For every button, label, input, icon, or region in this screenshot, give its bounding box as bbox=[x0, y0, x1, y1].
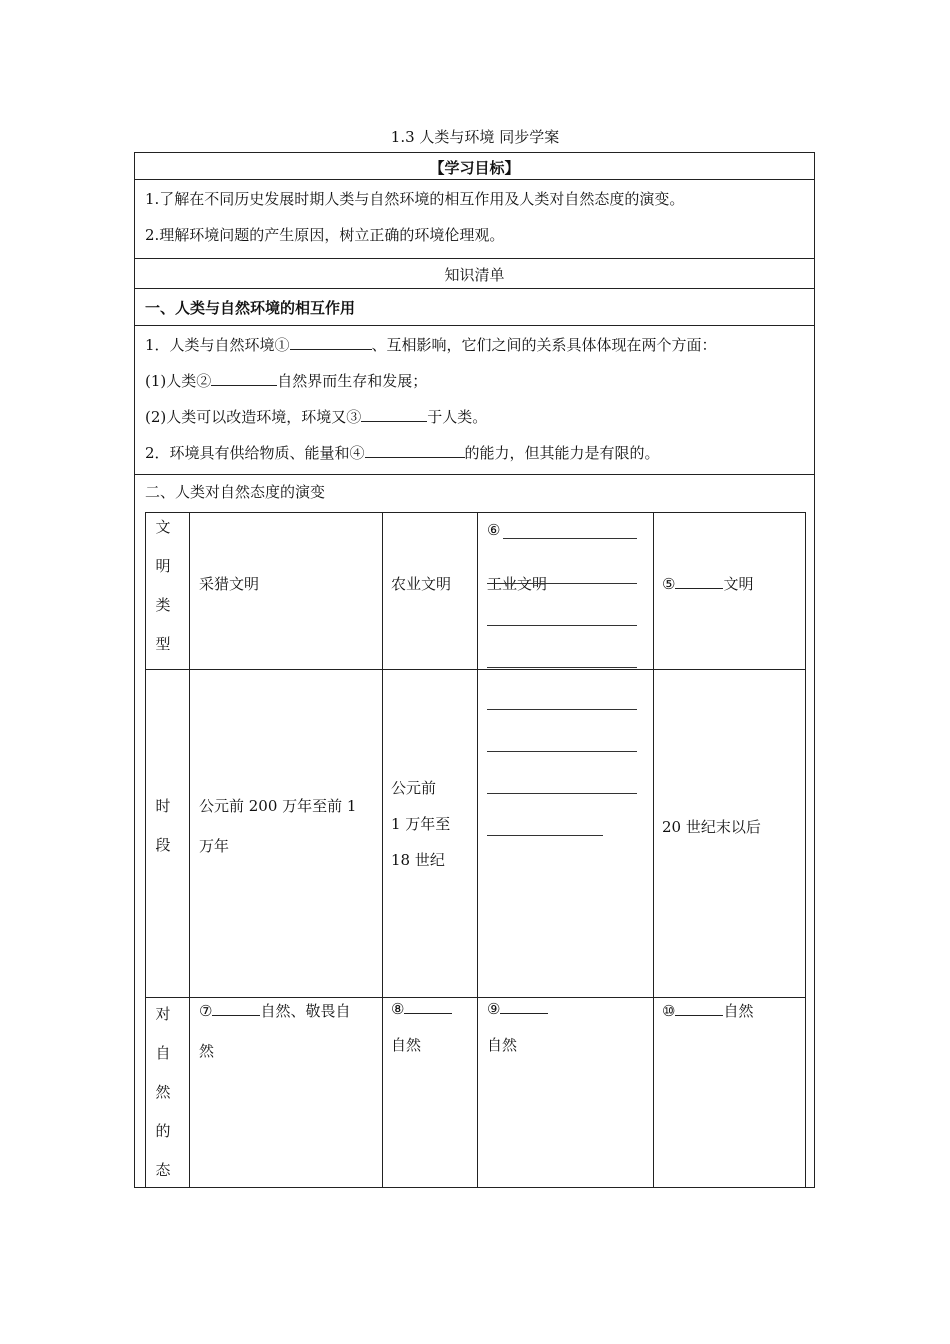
civilization-5-attitude: ⑩ 自然 bbox=[662, 991, 753, 1031]
civilization-5: ⑤ 文明 bbox=[662, 564, 753, 604]
agricultural-period: 公元前 1 万年至 18 世纪 bbox=[391, 779, 451, 869]
s1-line-3: (2)人类可以改造环境，环境又③ 于人类。 bbox=[145, 405, 487, 427]
goals-row bbox=[135, 180, 814, 259]
hunting-attitude: ⑦ 自然、敬畏自 然 bbox=[199, 991, 350, 1071]
row-label-attitude: 对 自 然 的 态 bbox=[155, 1005, 171, 1179]
industrial-attitude: ⑨ 自然 bbox=[487, 991, 548, 1063]
fill-blank-2[interactable] bbox=[211, 369, 277, 386]
fill-blank-5[interactable] bbox=[675, 572, 723, 589]
goal-1: 1.了解在不同历史发展时期人类与自然环境的相互作用及人类对自然态度的演变。 bbox=[145, 190, 685, 208]
fill-blank-10[interactable] bbox=[675, 999, 723, 1016]
agricultural-attitude: ⑧ 自然 bbox=[391, 991, 452, 1063]
worksheet-table bbox=[134, 152, 815, 1188]
goals-header: 【学习目标】 bbox=[429, 159, 520, 177]
fill-blank-3[interactable] bbox=[361, 405, 427, 422]
industrial-period-blank[interactable]: ⑥ bbox=[487, 515, 637, 836]
s1-line-4: 2．环境具有供给物质、能量和④ 的能力，但其能力是有限的。 bbox=[145, 441, 660, 463]
hunting-period: 公元前 200 万年至前 1 万年 bbox=[199, 797, 357, 855]
goals-header-row bbox=[135, 153, 814, 180]
section1-title-row bbox=[135, 289, 814, 326]
goal-2: 2.理解环境问题的产生原因，树立正确的环境伦理观。 bbox=[145, 226, 505, 244]
civilization-table bbox=[145, 512, 806, 1188]
fill-blank-4[interactable] bbox=[365, 441, 465, 458]
row-label-period: 时 段 bbox=[155, 797, 171, 854]
fill-blank-9[interactable] bbox=[500, 997, 548, 1014]
industrial-civilization: 工业文明 bbox=[487, 575, 548, 593]
knowledge-header-row bbox=[135, 259, 814, 289]
fill-blank-8[interactable] bbox=[404, 997, 452, 1014]
row-label-civilization-type: 文 明 类 型 bbox=[155, 518, 171, 653]
section1-content-row bbox=[135, 326, 814, 475]
section1-title: 一、人类与自然环境的相互作用 bbox=[145, 299, 356, 317]
fill-blank-7[interactable] bbox=[212, 999, 260, 1016]
post-industrial-period: 20 世纪末以后 bbox=[662, 818, 761, 836]
s1-line-2: (1)人类② 自然界而生存和发展； bbox=[145, 369, 427, 391]
hunting-gathering-civilization: 采猎文明 bbox=[199, 575, 260, 593]
section2-title-row bbox=[135, 475, 814, 512]
page-title: 1.3 人类与环境 同步学案 bbox=[390, 128, 560, 146]
s1-line-1: 1．人类与自然环境① 、互相影响，它们之间的关系具体体现在两个方面： bbox=[145, 333, 717, 355]
agricultural-civilization: 农业文明 bbox=[391, 575, 452, 593]
knowledge-header: 知识清单 bbox=[444, 266, 505, 284]
section2-title: 二、人类对自然态度的演变 bbox=[145, 483, 326, 501]
fill-blank-1[interactable] bbox=[290, 333, 372, 350]
